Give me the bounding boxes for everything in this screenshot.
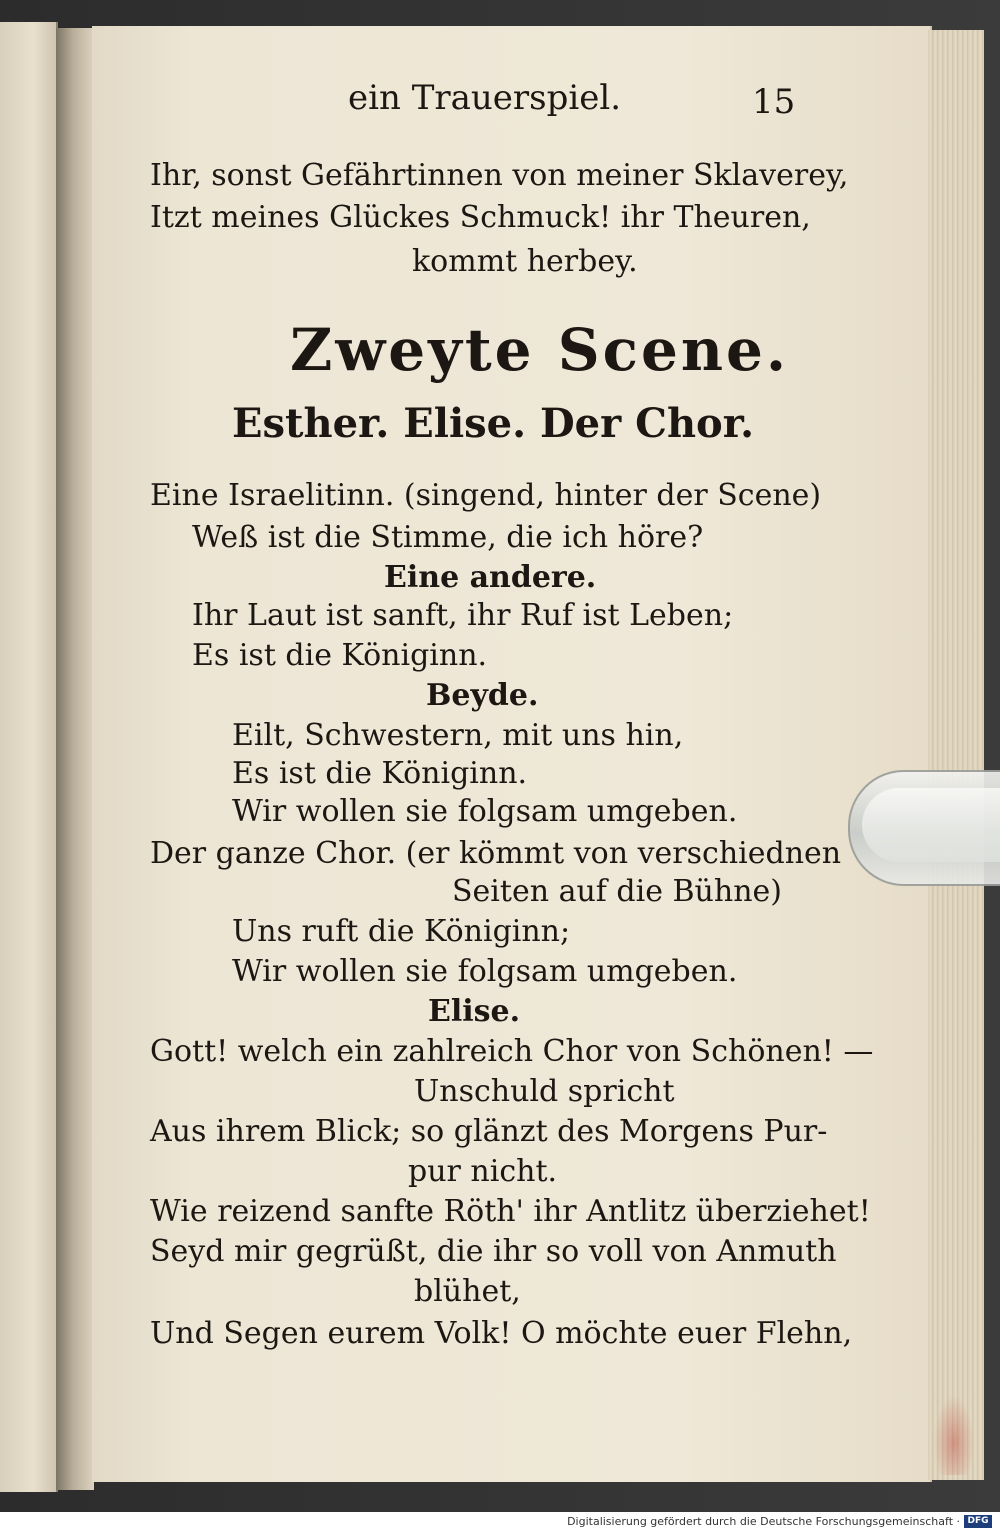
page-edges — [928, 30, 984, 1480]
speaker-name: Beyde. — [426, 678, 539, 713]
footer-credit: Digitalisierung gefördert durch die Deutsche Forschungsgemeinschaft · — [567, 1515, 960, 1528]
scene-title: Zweyte Scene. — [290, 316, 790, 384]
edge-stain — [934, 1395, 974, 1475]
verse-line: Ihr Laut ist sanft, ihr Ruf ist Leben; — [192, 598, 734, 633]
verse-line: Seyd mir gegrüßt, die ihr so voll von Anmuth — [150, 1234, 837, 1269]
page-holder-clip-highlight — [862, 788, 1000, 862]
verse-line: Eilt, Schwestern, mit uns hin, — [232, 718, 684, 753]
verse-line: pur nicht. — [408, 1154, 558, 1189]
verse-line: Weß ist die Stimme, die ich höre? — [192, 520, 704, 555]
speaker-line: Eine Israelitinn. (singend, hinter der Scene) — [150, 478, 822, 513]
verse-line: Itzt meines Glückes Schmuck! ihr Theuren, — [150, 200, 811, 235]
scene-persons: Esther. Elise. Der Chor. — [232, 400, 755, 447]
page-number: 15 — [752, 82, 796, 122]
speaker-name: Eine andere. — [384, 560, 597, 595]
verse-line: Wir wollen sie folgsam umgeben. — [232, 954, 738, 989]
speaker-line: Der ganze Chor. (er kömmt von verschiednen — [150, 836, 842, 871]
speaker-name: Elise. — [428, 994, 521, 1029]
verse-line: Unschuld spricht — [414, 1074, 675, 1109]
verse-line: Wie reizend sanfte Röth' ihr Antlitz überziehet! — [150, 1194, 871, 1229]
verse-line: Und Segen eurem Volk! O möchte euer Flehn, — [150, 1316, 853, 1351]
verse-line: Es ist die Königinn. — [192, 638, 488, 673]
verse-line: Ihr, sonst Gefährtinnen von meiner Sklaverey, — [150, 158, 849, 193]
verse-line: Uns ruft die Königinn; — [232, 914, 571, 949]
left-facing-page-edge — [0, 22, 58, 1492]
stage-direction: Seiten auf die Bühne) — [452, 874, 782, 909]
verse-line: kommt herbey. — [412, 244, 638, 279]
verse-line: Es ist die Königinn. — [232, 756, 528, 791]
verse-line: Wir wollen sie folgsam umgeben. — [232, 794, 738, 829]
book-gutter — [56, 28, 94, 1490]
verse-line: blühet, — [414, 1274, 521, 1309]
dfg-logo: DFG — [964, 1515, 992, 1528]
running-title: ein Trauerspiel. — [348, 78, 622, 118]
verse-line: Aus ihrem Blick; so glänzt des Morgens Pur- — [150, 1114, 828, 1149]
verse-line: Gott! welch ein zahlreich Chor von Schönen! — — [150, 1034, 874, 1069]
